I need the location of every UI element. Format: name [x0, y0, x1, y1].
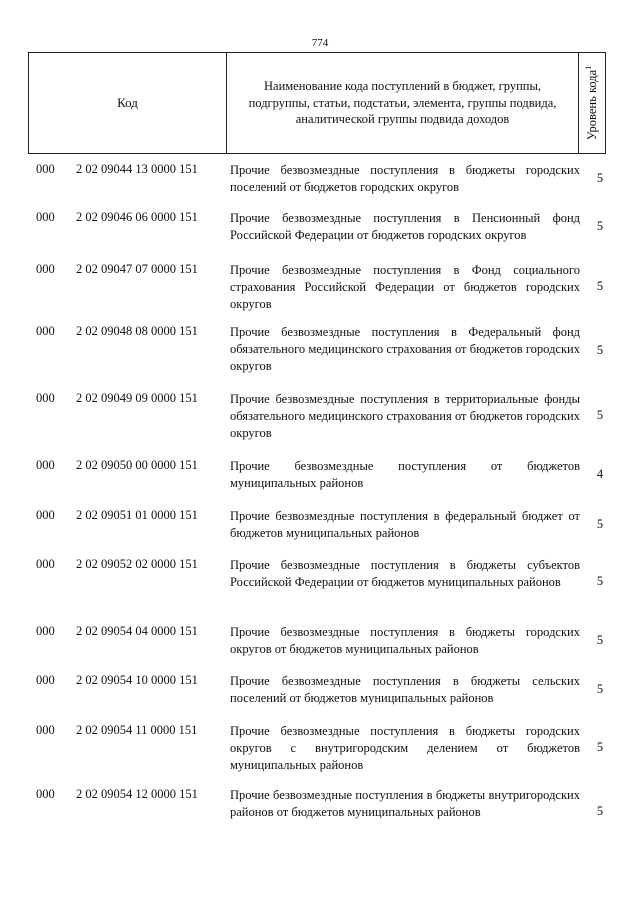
page-number: 774: [311, 37, 329, 49]
code-level: 5: [596, 171, 604, 185]
header-level-label: Уровень кода: [585, 69, 600, 141]
revenue-code: 2 02 09052 02 0000 151: [76, 557, 198, 571]
code-level: 5: [596, 740, 604, 754]
revenue-name: Прочие безвозмездные поступления в бюджеты городских поселений от бюджетов городских округов: [230, 163, 580, 194]
admin-code: 000: [36, 162, 55, 176]
revenue-name: Прочие безвозмездные поступления в бюджеты субъектов Российской Федерации от бюджетов муниципальных районов: [230, 558, 580, 589]
revenue-name: Прочие безвозмездные поступления в бюджеты городских округов от бюджетов муниципальных районов: [230, 625, 580, 656]
revenue-name: Прочие безвозмездные поступления в Фонд социального страхования Российской Федерации от бюджетов городских округов: [230, 263, 580, 311]
code-level: 5: [596, 219, 604, 233]
header-level-footnote: 1: [583, 65, 593, 70]
revenue-name: Прочие безвозмездные поступления в бюджеты городских округов с внутригородским делением от бюджетов муниципальных районов: [230, 724, 580, 772]
admin-code: 000: [36, 723, 55, 737]
revenue-code: 2 02 09054 11 0000 151: [76, 723, 198, 737]
admin-code: 000: [36, 557, 55, 571]
admin-code: 000: [36, 673, 55, 687]
revenue-code: 2 02 09048 08 0000 151: [76, 324, 198, 338]
admin-code: 000: [36, 210, 55, 224]
revenue-name: Прочие безвозмездные поступления в бюджеты внутригородских районов от бюджетов муниципальных районов: [230, 788, 580, 819]
header-level: [579, 53, 605, 153]
code-level: 5: [596, 804, 604, 818]
admin-code: 000: [36, 787, 55, 801]
revenue-code: 2 02 09054 04 0000 151: [76, 624, 198, 638]
revenue-name: Прочие безвозмездные поступления в федеральный бюджет от бюджетов муниципальных районов: [230, 509, 580, 540]
revenue-name: Прочие безвозмездные поступления в территориальные фонды обязательного медицинского страхования от бюджетов городских округов: [230, 392, 580, 440]
admin-code: 000: [36, 262, 55, 276]
revenue-name: Прочие безвозмездные поступления в бюджеты сельских поселений от бюджетов муниципальных районов: [230, 674, 580, 705]
revenue-code: 2 02 09050 00 0000 151: [76, 458, 198, 472]
revenue-name: Прочие безвозмездные поступления в Федеральный фонд обязательного медицинского страхования от бюджетов городских округов: [230, 325, 580, 373]
code-level: 5: [596, 279, 604, 293]
table-header: [28, 52, 606, 154]
admin-code: 000: [36, 458, 55, 472]
code-level: 5: [596, 574, 604, 588]
revenue-code: 2 02 09054 12 0000 151: [76, 787, 198, 801]
revenue-code: 2 02 09049 09 0000 151: [76, 391, 198, 405]
revenue-code: 2 02 09054 10 0000 151: [76, 673, 198, 687]
code-level: 5: [596, 343, 604, 357]
admin-code: 000: [36, 391, 55, 405]
code-level: 5: [596, 682, 604, 696]
revenue-code: 2 02 09044 13 0000 151: [76, 162, 198, 176]
revenue-code: 2 02 09047 07 0000 151: [76, 262, 198, 276]
admin-code: 000: [36, 508, 55, 522]
header-name: Наименование кода поступлений в бюджет, группы, подгруппы, статьи, подстатьи, элемента, группы подвида, аналитической группы подвида доходов: [227, 53, 579, 153]
header-code: Код: [29, 53, 227, 153]
revenue-code: 2 02 09046 06 0000 151: [76, 210, 198, 224]
revenue-name: Прочие безвозмездные поступления от бюджетов муниципальных районов: [230, 459, 580, 490]
admin-code: 000: [36, 324, 55, 338]
admin-code: 000: [36, 624, 55, 638]
revenue-code: 2 02 09051 01 0000 151: [76, 508, 198, 522]
revenue-name: Прочие безвозмездные поступления в Пенсионный фонд Российской Федерации от бюджетов городских округов: [230, 211, 580, 242]
code-level: 5: [596, 633, 604, 647]
code-level: 5: [596, 408, 604, 422]
code-level: 4: [596, 467, 604, 481]
code-level: 5: [596, 517, 604, 531]
